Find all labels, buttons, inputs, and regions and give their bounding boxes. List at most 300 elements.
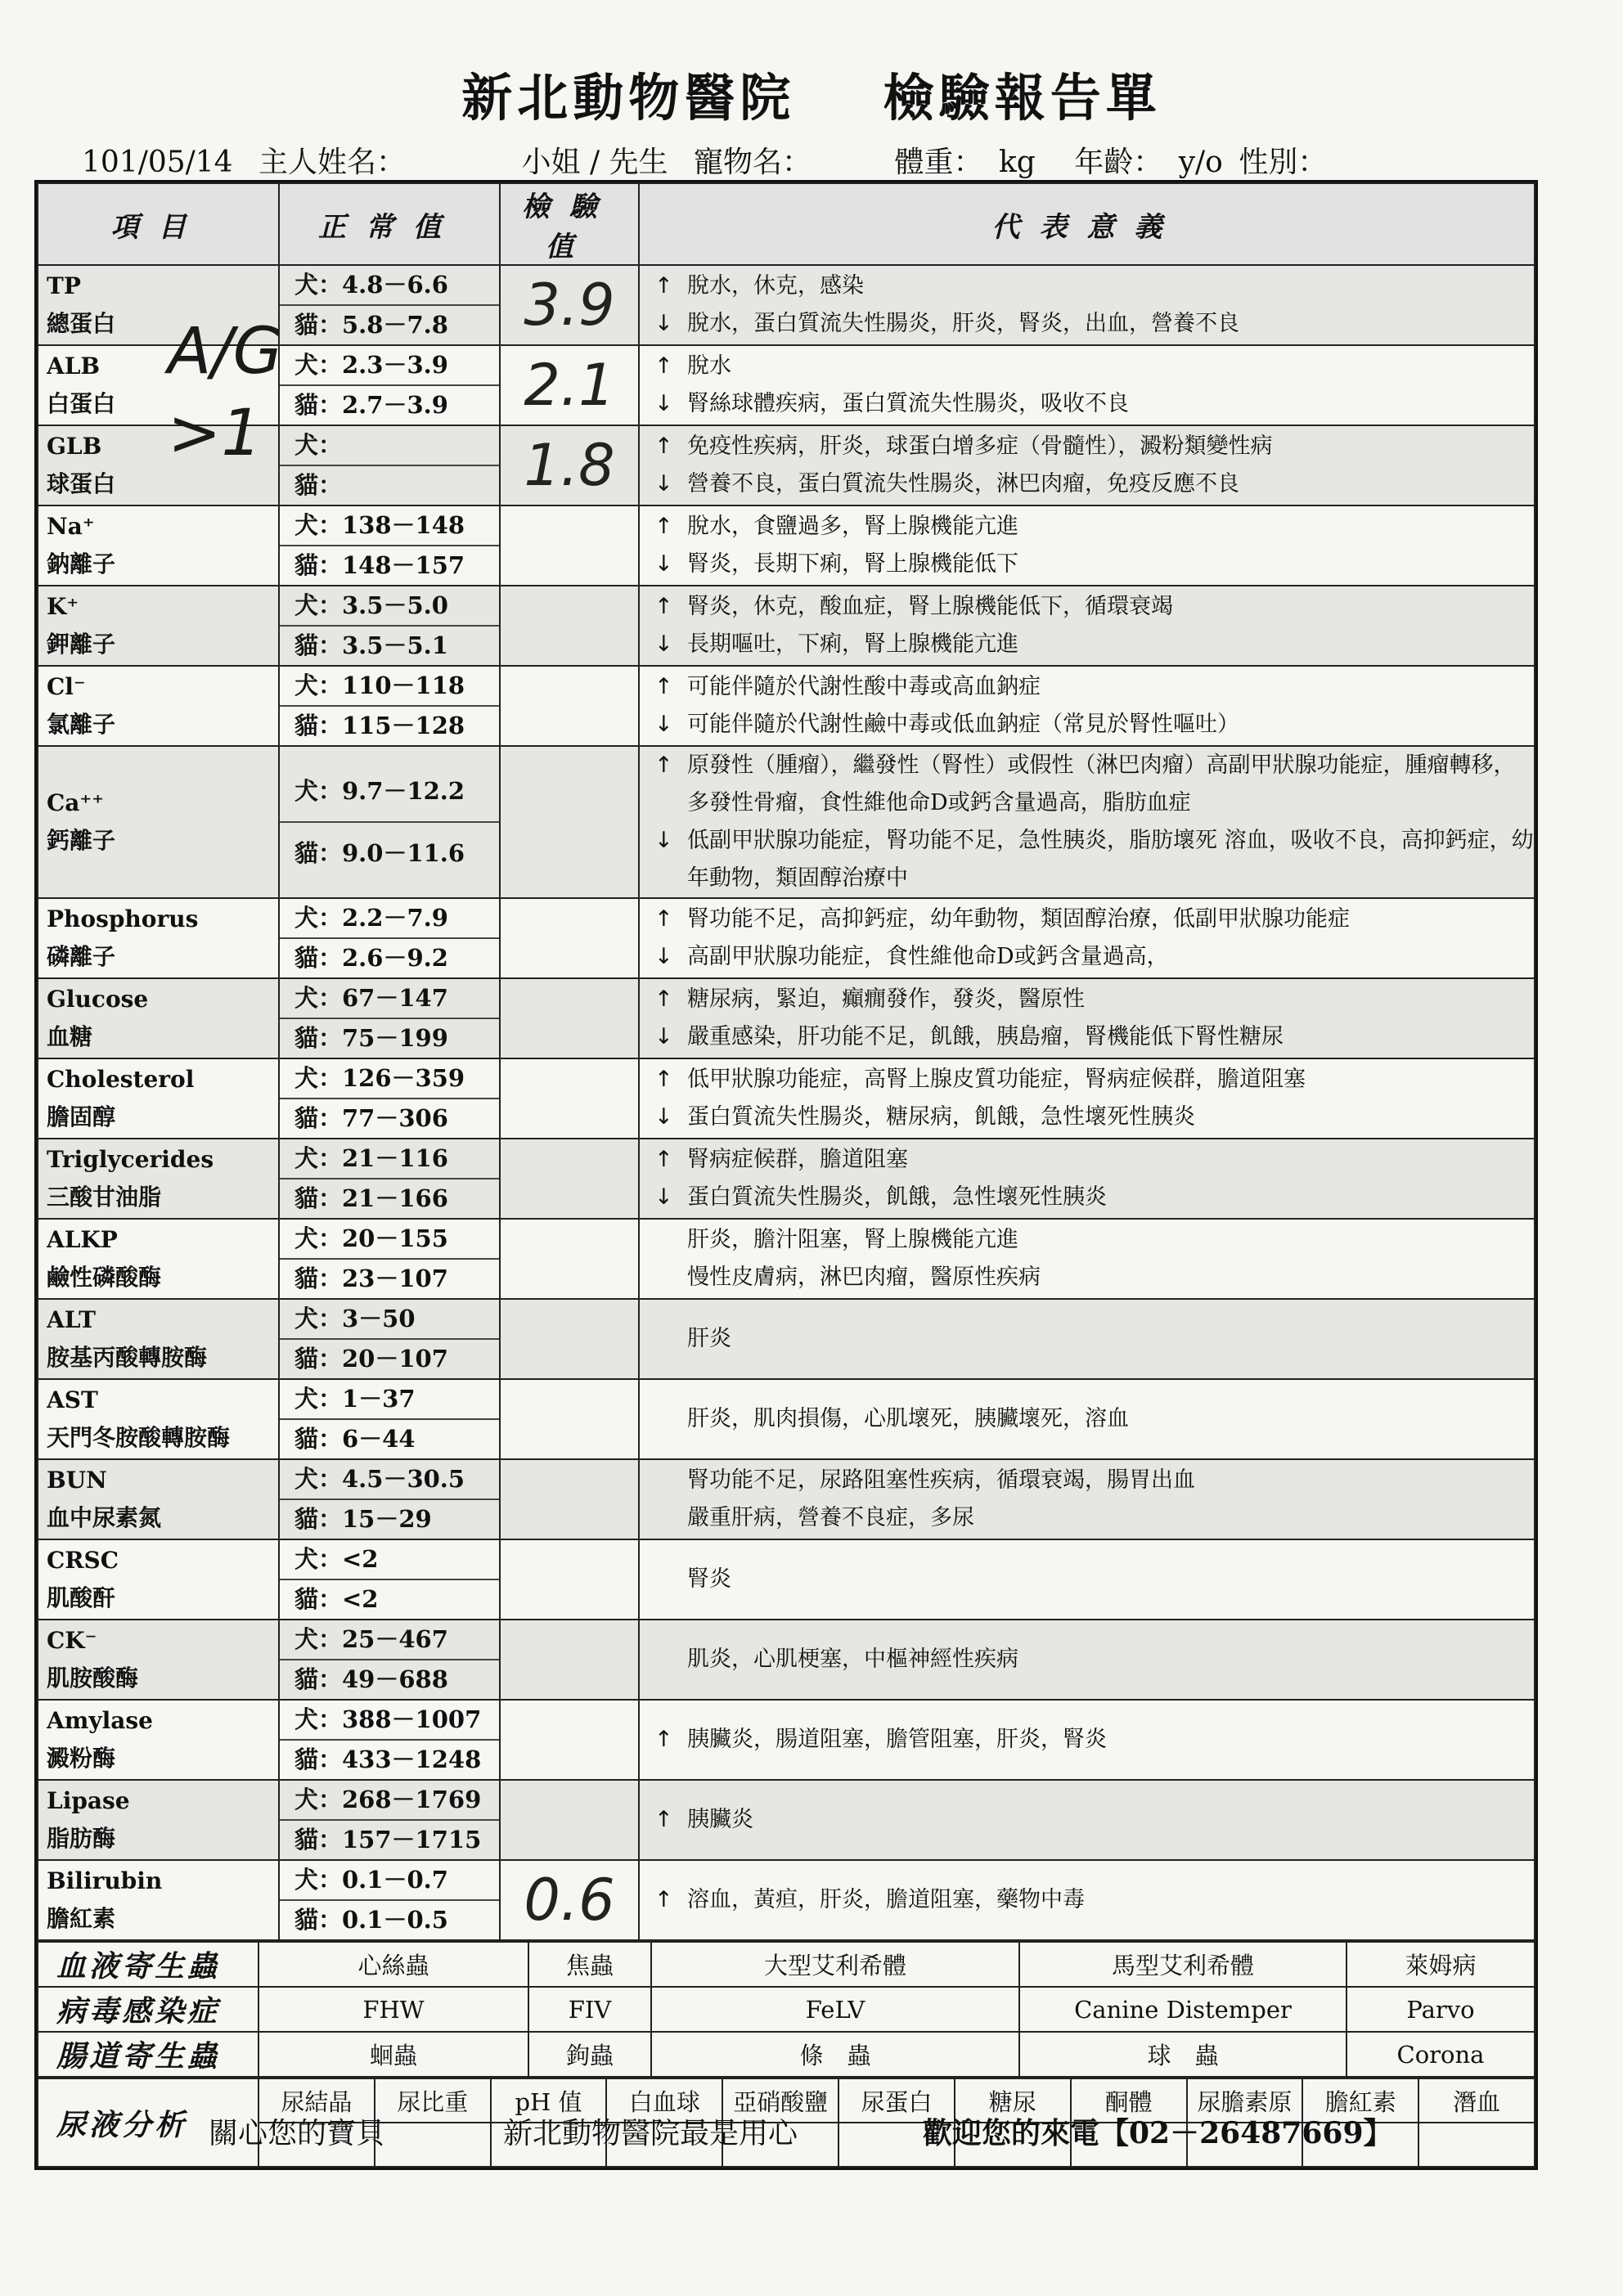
normal-cell <box>279 1058 500 1139</box>
meaning-line <box>640 747 1534 822</box>
result-value: 3.9 <box>500 265 639 345</box>
item-cell <box>38 1379 279 1459</box>
item-cell <box>38 1139 279 1219</box>
col-normal: 正常值 <box>279 183 500 265</box>
cat-range: 貓：6－44 <box>294 1425 416 1453</box>
table-row <box>38 746 1535 898</box>
meaning-line <box>640 546 1534 583</box>
arrow-down-icon: ↓ <box>654 1024 673 1049</box>
arrow-down-icon: ↓ <box>654 712 673 737</box>
normal-cell <box>279 1620 500 1700</box>
item-en: CRSC <box>47 1547 119 1574</box>
arrow-down-icon: ↓ <box>654 471 673 496</box>
report-title <box>0 57 1623 130</box>
item-en: Na⁺ <box>47 513 95 540</box>
item-cell <box>38 1459 279 1539</box>
item-cell <box>38 666 279 746</box>
cat-range: 貓：15－29 <box>294 1505 432 1533</box>
cat-range: 貓：2.6－9.2 <box>294 944 448 972</box>
item-cell <box>38 1700 279 1780</box>
blank-icon <box>654 1320 687 1358</box>
cat-range: 貓：77－306 <box>294 1104 448 1132</box>
meaning-cell <box>639 345 1535 425</box>
arrow-up-icon: ↑ <box>654 1147 673 1172</box>
meaning-text: 腎絲球體疾病，蛋白質流失性腸炎，吸收不良 <box>687 391 1129 416</box>
cat-range: 貓：115－128 <box>294 712 465 739</box>
intestinal-row <box>38 2032 1535 2077</box>
table-row <box>38 1299 1535 1379</box>
item-zh: 磷離子 <box>47 943 116 970</box>
arrow-up-icon: ↑ <box>654 594 673 619</box>
result-value <box>500 505 639 586</box>
list-item: Canine Distemper <box>1019 1987 1347 2032</box>
arrow-down-icon: ↓ <box>654 631 673 657</box>
blank-icon <box>654 1641 687 1678</box>
meaning-line <box>640 385 1534 423</box>
meaning-line <box>640 428 1534 465</box>
meaning-cell <box>639 1459 1535 1539</box>
meaning-text: 肌炎，心肌梗塞，中樞神經性疾病 <box>687 1647 1018 1672</box>
item-en: GLB <box>47 433 102 460</box>
item-zh: 鉀離子 <box>47 631 116 658</box>
item-en: Ca⁺⁺ <box>47 789 104 816</box>
dog-range: 犬：3.5－5.0 <box>280 586 499 627</box>
normal-cell <box>279 898 500 978</box>
table-header-row <box>38 183 1535 265</box>
list-item: 亞硝酸鹽 <box>722 2078 838 2123</box>
meaning-line <box>640 626 1534 663</box>
table-row <box>38 1139 1535 1219</box>
list-item: Parvo <box>1347 1987 1535 2032</box>
meaning-line <box>640 348 1534 385</box>
item-zh: 鈉離子 <box>47 550 116 577</box>
dog-range: 犬：4.5－30.5 <box>280 1460 499 1500</box>
meaning-line <box>640 1400 1534 1438</box>
dog-range: 犬：25－467 <box>280 1620 499 1660</box>
normal-cell <box>279 1219 500 1299</box>
dog-range: 犬：268－1769 <box>280 1781 499 1821</box>
list-item: FHW <box>259 1987 528 2032</box>
list-item: 條 蟲 <box>651 2032 1019 2077</box>
result-value <box>500 898 639 978</box>
meaning-cell <box>639 1299 1535 1379</box>
item-cell <box>38 586 279 666</box>
dog-range: 犬：3－50 <box>280 1300 499 1340</box>
meaning-line <box>640 938 1534 976</box>
meaning-text: 腎功能不足，尿路阻塞性疾病，循環衰竭，腸胃出血 <box>687 1467 1195 1493</box>
result-value: 2.1 <box>500 345 639 425</box>
viral-label: 病毒感染症 <box>38 1987 259 2032</box>
cat-range: 貓： <box>294 471 343 499</box>
meaning-line <box>640 1801 1534 1839</box>
meaning-text: 脫水 <box>687 353 731 379</box>
result-value <box>500 1299 639 1379</box>
meaning-line <box>640 1179 1534 1216</box>
result-value <box>500 1700 639 1780</box>
meaning-cell <box>639 1058 1535 1139</box>
list-item: 尿蛋白 <box>838 2078 955 2123</box>
item-cell <box>38 1620 279 1700</box>
result-value <box>500 1058 639 1139</box>
result-value <box>500 1219 639 1299</box>
meaning-line <box>640 1641 1534 1678</box>
item-cell <box>38 1860 279 1940</box>
normal-cell <box>279 1379 500 1459</box>
item-zh: 肌胺酸酶 <box>47 1665 139 1692</box>
list-item: 潛血 <box>1418 2078 1535 2123</box>
meaning-line <box>640 1018 1534 1056</box>
table-row <box>38 1620 1535 1700</box>
meaning-line <box>640 668 1534 706</box>
age-label: 年齡： <box>1074 146 1163 179</box>
normal-cell <box>279 265 500 345</box>
item-zh: 血糖 <box>47 1023 93 1050</box>
meaning-line <box>640 822 1534 897</box>
normal-cell <box>279 746 500 898</box>
table-row <box>38 1780 1535 1860</box>
meaning-line <box>640 305 1534 343</box>
item-en: CK⁻ <box>47 1627 97 1654</box>
list-item: 馬型艾利希體 <box>1019 1942 1347 1987</box>
normal-cell <box>279 666 500 746</box>
list-item: 大型艾利希體 <box>651 1942 1019 1987</box>
lab-rows <box>38 265 1535 1940</box>
arrow-up-icon: ↑ <box>654 1067 673 1092</box>
item-en: ALB <box>47 353 101 380</box>
normal-cell <box>279 1459 500 1539</box>
item-en: Triglycerides <box>47 1146 214 1173</box>
arrow-up-icon: ↑ <box>654 1887 673 1912</box>
table-row <box>38 586 1535 666</box>
meaning-line <box>640 1499 1534 1537</box>
item-en: BUN <box>47 1467 107 1494</box>
owner-label: 主人姓名： <box>259 146 407 179</box>
result-value <box>500 1379 639 1459</box>
table-row <box>38 1539 1535 1620</box>
list-item: 酮體 <box>1071 2078 1187 2123</box>
arrow-down-icon: ↓ <box>654 828 673 853</box>
meaning-cell <box>639 978 1535 1058</box>
blank-icon <box>654 1462 687 1499</box>
meaning-text: 原發性（腫瘤），繼發性（腎性）或假性（淋巴肉瘤）高副甲狀腺功能症，腫瘤轉移，多發性骨瘤，食性維他命D或鈣含量過高，脂肪血症 <box>687 753 1516 816</box>
meaning-line <box>640 1721 1534 1759</box>
cat-range: 貓：75－199 <box>294 1024 448 1052</box>
item-zh: 血中尿素氮 <box>47 1504 162 1531</box>
urine-value <box>1418 2123 1535 2167</box>
sex-label: 性別： <box>1239 146 1328 179</box>
dog-range: 犬：2.2－7.9 <box>280 899 499 939</box>
urine-value <box>375 2123 491 2167</box>
meaning-line <box>640 1221 1534 1259</box>
normal-cell <box>279 1780 500 1860</box>
handwritten-ag-ratio: A/G <box>168 315 283 389</box>
meaning-cell <box>639 586 1535 666</box>
normal-cell <box>279 1700 500 1780</box>
item-en: AST <box>47 1386 98 1413</box>
list-item: 糖尿 <box>955 2078 1071 2123</box>
table-row <box>38 666 1535 746</box>
normal-cell <box>279 586 500 666</box>
list-item: Corona <box>1347 2032 1535 2077</box>
blood-parasite-row <box>38 1942 1535 1987</box>
list-item: 鉤蟲 <box>528 2032 651 2077</box>
meaning-text: 可能伴隨於代謝性鹼中毒或低血鈉症（常見於腎性嘔吐） <box>687 712 1239 737</box>
footer-middle: 新北動物醫院最是用心 <box>503 2117 798 2150</box>
list-item: 白血球 <box>606 2078 722 2123</box>
dog-range: 犬：126－359 <box>280 1059 499 1099</box>
item-en: Bilirubin <box>47 1867 163 1894</box>
table-row <box>38 1219 1535 1299</box>
table-row <box>38 1860 1535 1940</box>
arrow-down-icon: ↓ <box>654 944 673 969</box>
result-value: 0.6 <box>500 1860 639 1940</box>
normal-cell <box>279 1539 500 1620</box>
normal-cell <box>279 425 500 505</box>
meaning-text: 低甲狀腺功能症，高腎上腺皮質功能症，腎病症候群，膽道阻塞 <box>687 1067 1306 1092</box>
list-item: 尿比重 <box>375 2078 491 2123</box>
table-row <box>38 1700 1535 1780</box>
intestinal-label: 腸道寄生蟲 <box>38 2032 259 2077</box>
normal-cell <box>279 345 500 425</box>
cat-range: 貓：157－1715 <box>294 1826 482 1853</box>
meaning-text: 蛋白質流失性腸炎，糖尿病，飢餓，急性壞死性胰炎 <box>687 1104 1195 1130</box>
meaning-cell <box>639 1780 1535 1860</box>
arrow-down-icon: ↓ <box>654 1104 673 1130</box>
meaning-text: 蛋白質流失性腸炎，飢餓，急性壞死性胰炎 <box>687 1184 1107 1210</box>
blank-icon <box>654 1221 687 1259</box>
cat-range: 貓：2.7－3.9 <box>294 391 448 419</box>
meaning-line <box>640 1320 1534 1358</box>
meaning-cell <box>639 1219 1535 1299</box>
meaning-text: 腎病症候群，膽道阻塞 <box>687 1147 908 1172</box>
item-cell <box>38 505 279 586</box>
meaning-line <box>640 588 1534 626</box>
item-cell <box>38 978 279 1058</box>
item-cell <box>38 1780 279 1860</box>
dog-range: 犬：21－116 <box>280 1139 499 1179</box>
meaning-text: 腎炎 <box>687 1566 731 1592</box>
result-value: 1.8 <box>500 425 639 505</box>
meaning-text: 腎功能不足，高抑鈣症，幼年動物，類固醇治療，低副甲狀腺功能症 <box>687 906 1350 932</box>
meaning-text: 低副甲狀腺功能症，腎功能不足，急性胰炎，脂肪壞死 溶血，吸收不良，高抑鈣症，幼年動物，類固醇治療中 <box>687 828 1534 891</box>
table-row <box>38 1459 1535 1539</box>
meaning-text: 營養不良，蛋白質流失性腸炎，淋巴肉瘤，免疫反應不良 <box>687 471 1239 496</box>
meaning-text: 免疫性疾病，肝炎，球蛋白增多症（骨髓性），澱粉類變性病 <box>687 434 1273 459</box>
cat-range: 貓：0.1－0.5 <box>294 1906 448 1934</box>
meaning-cell <box>639 1379 1535 1459</box>
meaning-line <box>640 1099 1534 1136</box>
blood-parasite-label: 血液寄生蟲 <box>38 1942 259 1987</box>
list-item: pH 值 <box>491 2078 607 2123</box>
screening-table <box>37 1941 1535 2078</box>
meaning-text: 糖尿病，緊迫，癲癇發作，發炎，醫原性 <box>687 986 1085 1012</box>
col-meaning: 代表意義 <box>639 183 1535 265</box>
normal-cell <box>279 505 500 586</box>
cat-range: 貓：49－688 <box>294 1665 448 1693</box>
dog-range: 犬：0.1－0.7 <box>280 1861 499 1901</box>
meaning-text: 慢性皮膚病，淋巴肉瘤，醫原性疾病 <box>687 1265 1041 1290</box>
report-table-frame <box>34 180 1538 2170</box>
result-value <box>500 1539 639 1620</box>
table-row <box>38 978 1535 1058</box>
list-item: 球 蟲 <box>1019 2032 1347 2077</box>
meaning-cell <box>639 898 1535 978</box>
arrow-up-icon: ↑ <box>654 986 673 1012</box>
meaning-text: 胰臟炎 <box>687 1807 753 1832</box>
meaning-line <box>640 981 1534 1018</box>
meaning-line <box>640 706 1534 744</box>
dog-range: 犬：2.3－3.9 <box>280 346 499 386</box>
meaning-text: 腎炎，休克，酸血症，腎上腺機能低下，循環衰竭 <box>687 594 1173 619</box>
normal-cell <box>279 1860 500 1940</box>
meaning-text: 脫水，休克，感染 <box>687 273 864 299</box>
meaning-cell <box>639 666 1535 746</box>
arrow-down-icon: ↓ <box>654 1184 673 1210</box>
table-row <box>38 505 1535 586</box>
item-zh: 總蛋白 <box>47 310 116 337</box>
item-zh: 膽紅素 <box>47 1905 116 1932</box>
meaning-text: 可能伴隨於代謝性酸中毒或高血鈉症 <box>687 674 1041 699</box>
meaning-text: 嚴重感染，肝功能不足，飢餓，胰島瘤，腎機能低下腎性糖尿 <box>687 1024 1284 1049</box>
col-result: 檢驗值 <box>500 183 639 265</box>
item-zh: 澱粉酶 <box>47 1745 116 1772</box>
meaning-cell <box>639 1860 1535 1940</box>
meaning-cell <box>639 1139 1535 1219</box>
item-cell <box>38 746 279 898</box>
meaning-text: 溶血，黃疸，肝炎，膽道阻塞，藥物中毒 <box>687 1887 1085 1912</box>
arrow-up-icon: ↑ <box>654 1727 673 1752</box>
meaning-text: 肝炎，膽汁阻塞，腎上腺機能亢進 <box>687 1227 1018 1252</box>
item-cell <box>38 1058 279 1139</box>
item-zh: 天門冬胺酸轉胺酶 <box>47 1424 231 1451</box>
table-row <box>38 898 1535 978</box>
footer-left: 關心您的寶貝 <box>209 2117 386 2150</box>
meaning-line <box>640 1881 1534 1919</box>
cat-range: 貓：<2 <box>294 1585 379 1613</box>
item-zh: 鈣離子 <box>47 827 116 854</box>
meaning-line <box>640 1462 1534 1499</box>
cat-range: 貓：23－107 <box>294 1265 448 1292</box>
arrow-down-icon: ↓ <box>654 391 673 416</box>
cat-range: 貓：5.8－7.8 <box>294 311 448 339</box>
urine-label: 尿液分析 <box>38 2078 259 2167</box>
item-zh: 脂肪酶 <box>47 1825 116 1852</box>
cat-range: 貓：9.0－11.6 <box>294 839 465 867</box>
normal-cell <box>279 978 500 1058</box>
item-en: ALKP <box>47 1226 118 1253</box>
footer-phone: 歡迎您的來電【02－26487669】 <box>923 2116 1393 2150</box>
patient-info-line <box>82 139 1554 181</box>
dog-range: 犬：4.8－6.6 <box>280 266 499 306</box>
meaning-cell <box>639 425 1535 505</box>
meaning-line <box>640 1561 1534 1598</box>
item-zh: 肌酸酐 <box>47 1584 116 1611</box>
meaning-text: 高副甲狀腺功能症，食性維他命D或鈣含量過高， <box>687 944 1169 969</box>
blank-icon <box>654 1259 687 1296</box>
meaning-line <box>640 1141 1534 1179</box>
result-value <box>500 1620 639 1700</box>
meaning-line <box>640 465 1534 503</box>
meaning-text: 肝炎，肌肉損傷，心肌壞死，胰臟壞死，溶血 <box>687 1406 1129 1431</box>
meaning-line <box>640 267 1534 305</box>
item-en: Phosphorus <box>47 905 199 932</box>
item-cell <box>38 1219 279 1299</box>
arrow-down-icon: ↓ <box>654 311 673 336</box>
meaning-text: 肝炎 <box>687 1326 731 1351</box>
item-en: K⁺ <box>47 593 79 620</box>
arrow-up-icon: ↑ <box>654 353 673 379</box>
result-value <box>500 746 639 898</box>
arrow-down-icon: ↓ <box>654 551 673 577</box>
meaning-cell <box>639 1620 1535 1700</box>
meaning-line <box>640 1259 1534 1296</box>
list-item: 尿結晶 <box>259 2078 375 2123</box>
arrow-up-icon: ↑ <box>654 514 673 539</box>
meaning-cell <box>639 1700 1535 1780</box>
item-zh: 膽固醇 <box>47 1103 116 1130</box>
weight-unit: kg <box>998 146 1036 179</box>
item-en: ALT <box>47 1306 96 1333</box>
meaning-line <box>640 508 1534 546</box>
meaning-line <box>640 901 1534 938</box>
meaning-line <box>640 1061 1534 1099</box>
table-row <box>38 1379 1535 1459</box>
meaning-text: 長期嘔吐，下痢，腎上腺機能亢進 <box>687 631 1018 657</box>
report-date: 101/05/14 <box>82 146 233 179</box>
weight-label: 體重： <box>894 146 983 179</box>
blank-icon <box>654 1561 687 1598</box>
item-zh: 三酸甘油脂 <box>47 1184 162 1211</box>
item-cell <box>38 1299 279 1379</box>
dog-range: 犬：388－1007 <box>280 1701 499 1741</box>
meaning-text: 腎炎，長期下痢，腎上腺機能低下 <box>687 551 1018 577</box>
arrow-up-icon: ↑ <box>654 753 673 778</box>
item-zh: 氯離子 <box>47 711 116 738</box>
arrow-up-icon: ↑ <box>654 434 673 459</box>
dog-range: 犬：138－148 <box>280 506 499 546</box>
cat-range: 貓：148－157 <box>294 551 465 579</box>
dog-range: 犬：9.7－12.2 <box>280 761 499 823</box>
result-value <box>500 586 639 666</box>
age-unit: y/o <box>1178 146 1223 179</box>
result-value <box>500 1459 639 1539</box>
item-zh: 鹼性磷酸酶 <box>47 1264 162 1291</box>
list-item: 尿膽素原 <box>1187 2078 1303 2123</box>
list-item: 膽紅素 <box>1302 2078 1418 2123</box>
table-row <box>38 1058 1535 1139</box>
meaning-cell <box>639 746 1535 898</box>
list-item: FeLV <box>651 1987 1019 2032</box>
table-row <box>38 425 1535 505</box>
meaning-text: 脫水，蛋白質流失性腸炎，肝炎，腎炎，出血，營養不良 <box>687 311 1239 336</box>
clinic-name: 新北動物醫院 <box>461 68 796 128</box>
blank-icon <box>654 1400 687 1438</box>
pet-label: 寵物名： <box>694 146 812 179</box>
cat-range: 貓：433－1248 <box>294 1746 482 1773</box>
item-en: Cl⁻ <box>47 673 86 700</box>
meaning-text: 脫水，食鹽過多，腎上腺機能亢進 <box>687 514 1018 539</box>
arrow-up-icon: ↑ <box>654 674 673 699</box>
item-zh: 胺基丙酸轉胺酶 <box>47 1344 208 1371</box>
item-cell <box>38 1539 279 1620</box>
result-value <box>500 1780 639 1860</box>
dog-range: 犬：67－147 <box>280 979 499 1019</box>
col-item: 項目 <box>38 183 279 265</box>
blank-icon <box>654 1499 687 1537</box>
meaning-cell <box>639 1539 1535 1620</box>
meaning-cell <box>639 265 1535 345</box>
meaning-text: 胰臟炎，腸道阻塞，膽管阻塞，肝炎，腎炎 <box>687 1727 1107 1752</box>
